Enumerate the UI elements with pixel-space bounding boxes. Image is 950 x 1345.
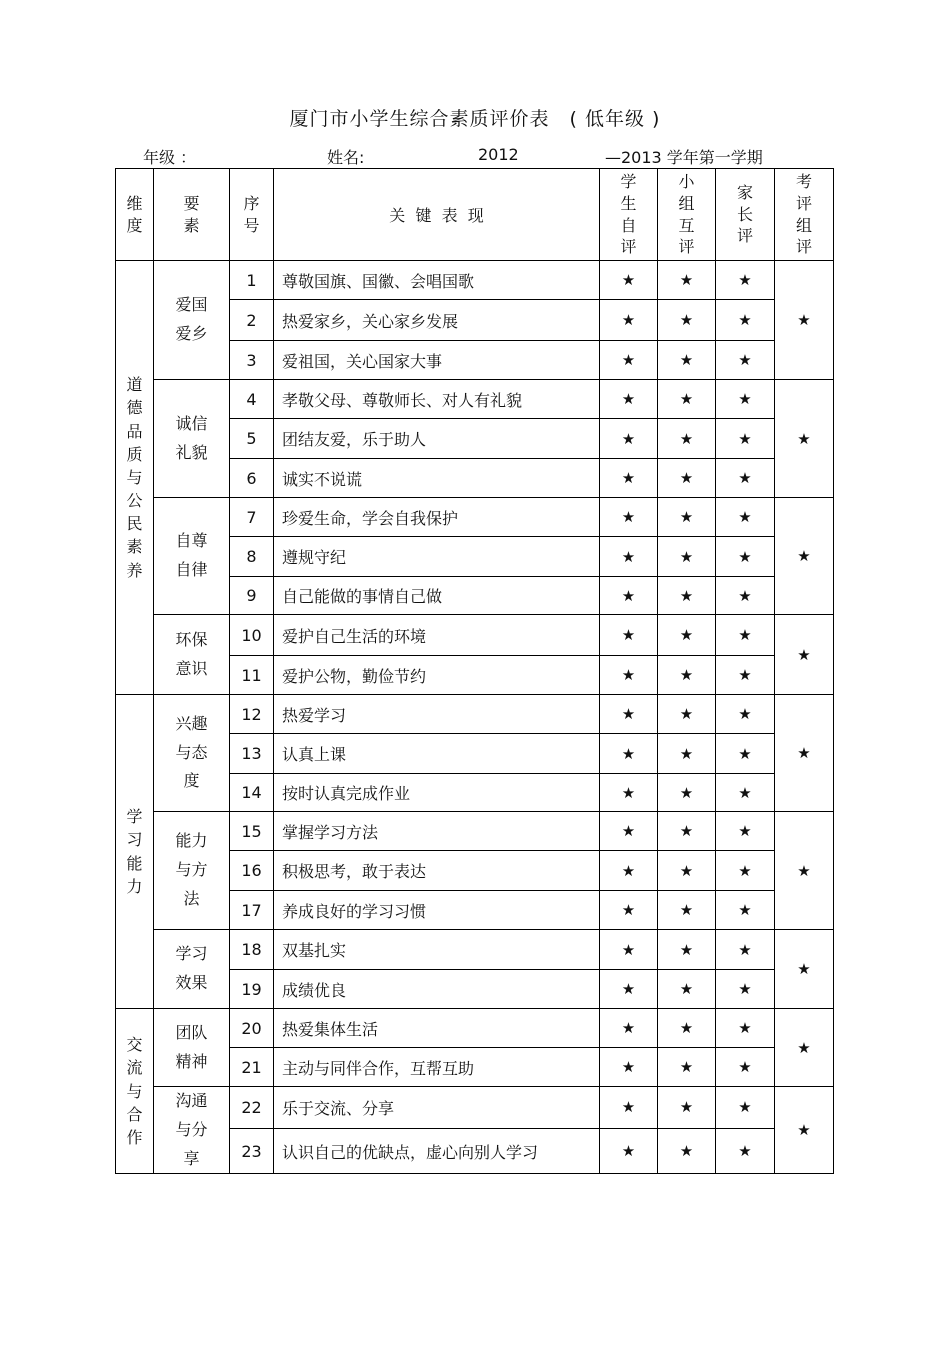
key-performance-cell: 主动与同伴合作，互帮互助 [274,1048,600,1087]
panel-eval-star: ★ [775,695,834,812]
element-cell [154,1009,230,1087]
parent-eval-star: ★ [716,380,775,419]
element-cell [154,498,230,615]
table-row [116,380,834,419]
evaluation-table [115,168,834,1174]
header-row [116,169,834,261]
group-eval-star: ★ [658,498,716,537]
self-eval-star: ★ [600,261,658,300]
row-number: 12 [230,695,274,734]
row-number: 23 [230,1128,274,1174]
parent-eval-star: ★ [716,930,775,970]
group-eval-star: ★ [658,851,716,891]
self-eval-star: ★ [600,341,658,380]
row-number: 8 [230,537,274,577]
dimension-label: 学习能力 [126,807,143,896]
year-start: 2012 [478,145,519,164]
self-eval-star: ★ [600,774,658,812]
parent-eval-star: ★ [716,695,775,734]
key-performance-cell: 双基扎实 [274,930,600,970]
header-key-performance: 关 键 表 现 [274,169,600,261]
element-cell [154,812,230,930]
parent-eval-star: ★ [716,459,775,498]
panel-eval-star: ★ [775,812,834,930]
group-eval-star: ★ [658,734,716,774]
table-row [116,930,834,970]
self-eval-star: ★ [600,1048,658,1087]
element-label: 爱国爱乡 [175,295,208,343]
dimension-cell [116,1009,154,1174]
self-eval-star: ★ [600,930,658,970]
key-performance-cell: 热爱家乡，关心家乡发展 [274,300,600,341]
self-eval-star: ★ [600,615,658,656]
group-eval-star: ★ [658,261,716,300]
group-eval-star: ★ [658,300,716,341]
dimension-label: 交流与合作 [126,1035,143,1147]
row-number: 10 [230,615,274,656]
key-performance-cell: 按时认真完成作业 [274,774,600,812]
row-number: 6 [230,459,274,498]
row-number: 4 [230,380,274,419]
group-eval-star: ★ [658,656,716,695]
row-number: 11 [230,656,274,695]
group-eval-star: ★ [658,419,716,459]
group-eval-star: ★ [658,891,716,930]
row-number: 17 [230,891,274,930]
key-performance-cell: 乐于交流、分享 [274,1087,600,1129]
element-cell [154,380,230,498]
group-eval-star: ★ [658,459,716,498]
group-eval-star: ★ [658,380,716,419]
row-number: 14 [230,774,274,812]
group-eval-star: ★ [658,1048,716,1087]
group-eval-star: ★ [658,615,716,656]
header-parent-eval: 家长评 [716,169,775,261]
self-eval-star: ★ [600,656,658,695]
element-label: 团队精神 [175,1022,208,1071]
self-eval-star: ★ [600,300,658,341]
element-cell [154,930,230,1009]
self-eval-star: ★ [600,1009,658,1048]
key-performance-cell: 认识自己的优缺点，虚心向别人学习 [274,1128,600,1174]
panel-eval-star: ★ [775,1009,834,1087]
group-eval-star: ★ [658,1087,716,1129]
parent-eval-star: ★ [716,300,775,341]
parent-eval-star: ★ [716,1048,775,1087]
key-performance-cell: 热爱学习 [274,695,600,734]
panel-eval-star: ★ [775,498,834,615]
row-number: 16 [230,851,274,891]
element-cell [154,261,230,380]
element-label: 诚信礼貌 [175,413,208,462]
key-performance-cell: 爱护公物，勤俭节约 [274,656,600,695]
parent-eval-star: ★ [716,812,775,851]
group-eval-star: ★ [658,341,716,380]
self-eval-star: ★ [600,498,658,537]
group-eval-star: ★ [658,812,716,851]
key-performance-cell: 自己能做的事情自己做 [274,577,600,615]
table-row [116,1087,834,1129]
row-number: 15 [230,812,274,851]
parent-eval-star: ★ [716,656,775,695]
key-performance-cell: 掌握学习方法 [274,812,600,851]
row-number: 2 [230,300,274,341]
header-group-eval: 小组互评 [658,169,716,261]
key-performance-cell: 团结友爱，乐于助人 [274,419,600,459]
element-cell [154,615,230,695]
self-eval-star: ★ [600,1087,658,1129]
row-number: 7 [230,498,274,537]
key-performance-cell: 热爱集体生活 [274,1009,600,1048]
element-label: 沟通与分享 [175,1091,208,1168]
self-eval-star: ★ [600,459,658,498]
header-dimension: 维度 [116,169,154,261]
table-row [116,261,834,300]
table-row [116,695,834,734]
key-performance-cell: 成绩优良 [274,970,600,1009]
header-panel-eval: 考评组评 [775,169,834,261]
row-number: 9 [230,577,274,615]
element-label: 自尊自律 [175,531,208,579]
parent-eval-star: ★ [716,261,775,300]
self-eval-star: ★ [600,970,658,1009]
element-label: 兴趣与态度 [175,713,208,791]
group-eval-star: ★ [658,970,716,1009]
self-eval-star: ★ [600,577,658,615]
self-eval-star: ★ [600,419,658,459]
key-performance-cell: 爱护自己生活的环境 [274,615,600,656]
row-number: 1 [230,261,274,300]
row-number: 3 [230,341,274,380]
panel-eval-star: ★ [775,615,834,695]
self-eval-star: ★ [600,380,658,419]
page-title: 厦门市小学生综合素质评价表 ( 低年级 ) [289,108,661,130]
parent-eval-star: ★ [716,1009,775,1048]
group-eval-star: ★ [658,1009,716,1048]
name-label: 姓名: [327,148,365,167]
group-eval-star: ★ [658,577,716,615]
table-row [116,1009,834,1048]
parent-eval-star: ★ [716,1087,775,1129]
parent-eval-star: ★ [716,615,775,656]
table-row [116,615,834,656]
header-element: 要素 [154,169,230,261]
self-eval-star: ★ [600,734,658,774]
header-number: 序号 [230,169,274,261]
key-performance-cell: 爱祖国，关心国家大事 [274,341,600,380]
key-performance-cell: 诚实不说谎 [274,459,600,498]
self-eval-star: ★ [600,812,658,851]
row-number: 21 [230,1048,274,1087]
parent-eval-star: ★ [716,1128,775,1174]
group-eval-star: ★ [658,774,716,812]
key-performance-cell: 珍爱生命，学会自我保护 [274,498,600,537]
self-eval-star: ★ [600,695,658,734]
parent-eval-star: ★ [716,419,775,459]
parent-eval-star: ★ [716,851,775,891]
parent-eval-star: ★ [716,498,775,537]
key-performance-cell: 养成良好的学习习惯 [274,891,600,930]
dimension-cell [116,695,154,1009]
parent-eval-star: ★ [716,970,775,1009]
panel-eval-star: ★ [775,261,834,380]
self-eval-star: ★ [600,891,658,930]
key-performance-cell: 积极思考，敢于表达 [274,851,600,891]
row-number: 22 [230,1087,274,1129]
panel-eval-star: ★ [775,1087,834,1174]
row-number: 5 [230,419,274,459]
row-number: 18 [230,930,274,970]
key-performance-cell: 遵规守纪 [274,537,600,577]
table-row [116,498,834,537]
self-eval-star: ★ [600,537,658,577]
element-cell [154,695,230,812]
dimension-cell [116,261,154,695]
row-number: 13 [230,734,274,774]
group-eval-star: ★ [658,1128,716,1174]
group-eval-star: ★ [658,695,716,734]
term-text: —2013 学年第一学期 [605,148,763,167]
grade-label: 年级 ： [143,148,197,167]
key-performance-cell: 认真上课 [274,734,600,774]
key-performance-cell: 尊敬国旗、国徽、会唱国歌 [274,261,600,300]
key-performance-cell: 孝敬父母、尊敬师长、对人有礼貌 [274,380,600,419]
element-label: 能力与方法 [175,831,208,908]
self-eval-star: ★ [600,851,658,891]
table-row [116,812,834,851]
panel-eval-star: ★ [775,930,834,1009]
self-eval-star: ★ [600,1128,658,1174]
parent-eval-star: ★ [716,341,775,380]
parent-eval-star: ★ [716,537,775,577]
element-label: 学习效果 [175,944,208,992]
parent-eval-star: ★ [716,577,775,615]
parent-eval-star: ★ [716,734,775,774]
element-label: 环保意识 [175,629,208,678]
panel-eval-star: ★ [775,380,834,498]
group-eval-star: ★ [658,930,716,970]
row-number: 19 [230,970,274,1009]
group-eval-star: ★ [658,537,716,577]
parent-eval-star: ★ [716,891,775,930]
element-cell [154,1087,230,1174]
dimension-label: 道德品质与公民素养 [126,375,143,580]
row-number: 20 [230,1009,274,1048]
header-self-eval: 学生自评 [600,169,658,261]
parent-eval-star: ★ [716,774,775,812]
